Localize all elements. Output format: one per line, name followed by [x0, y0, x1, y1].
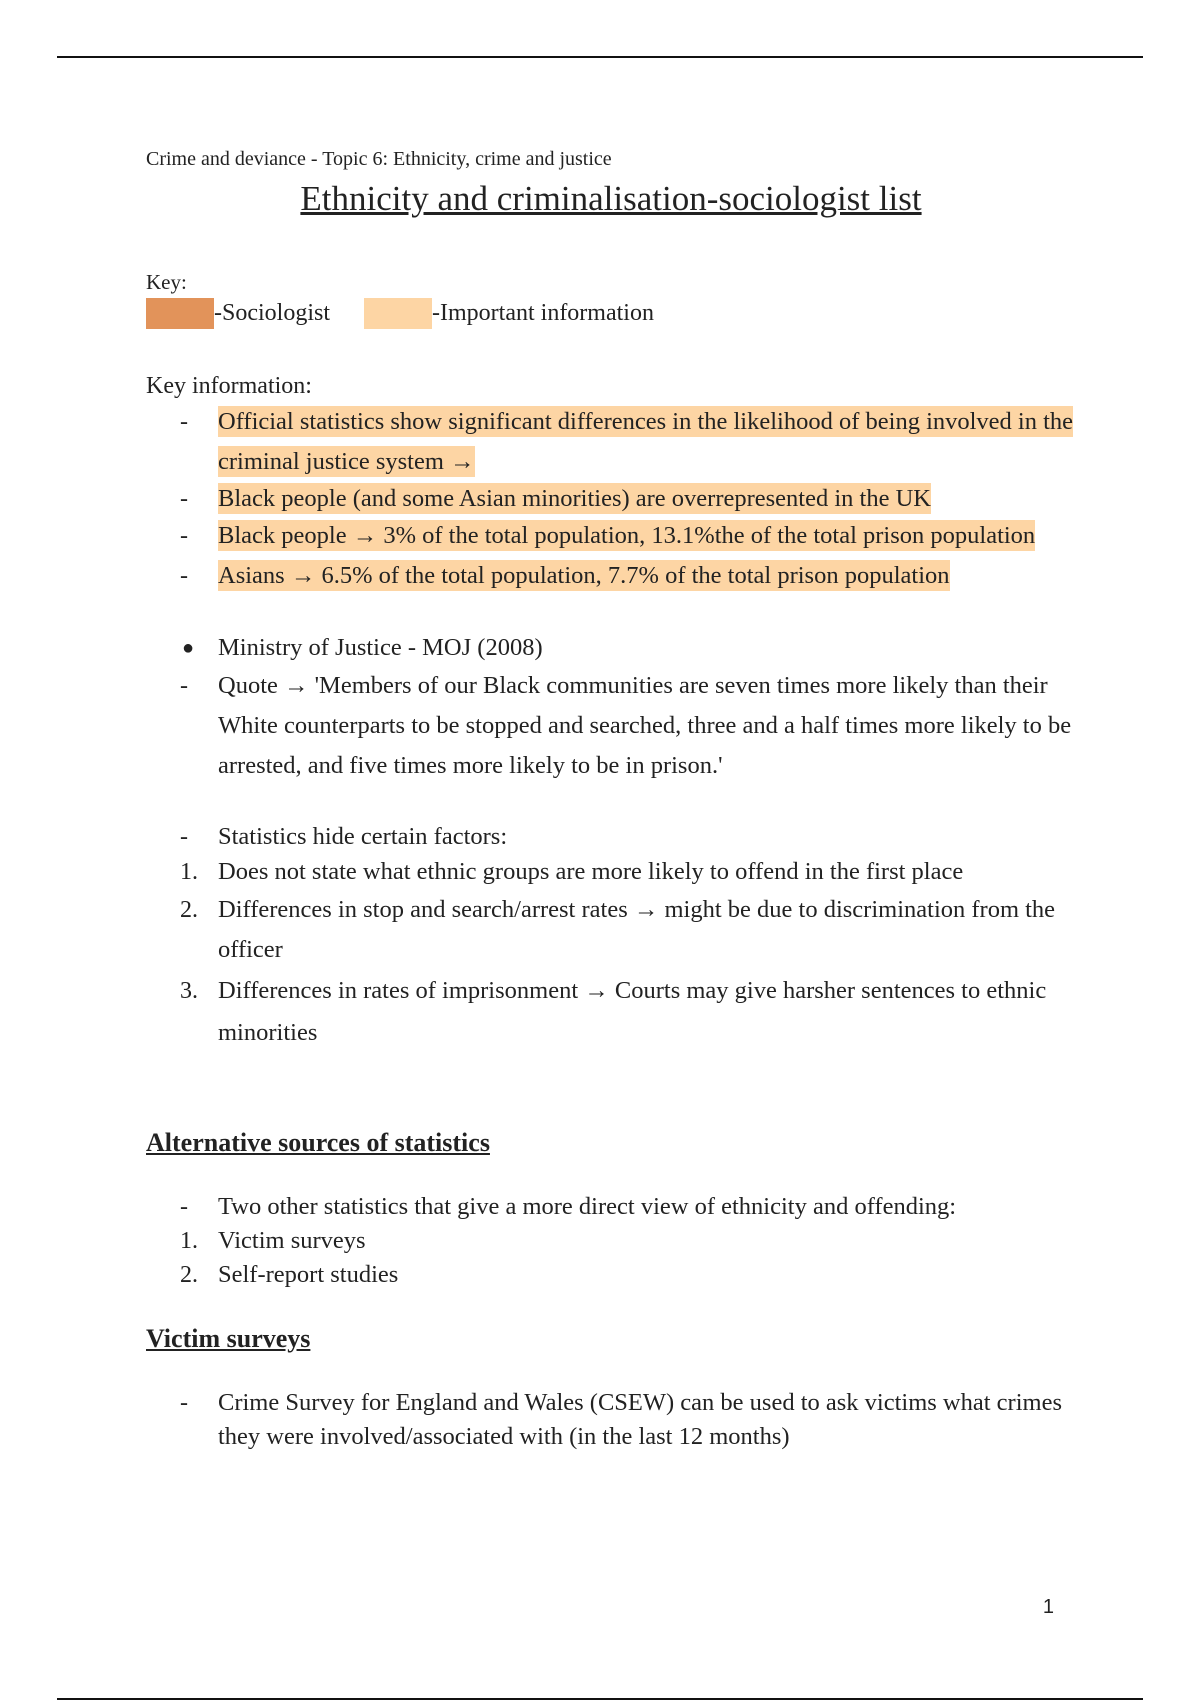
list-item: - Asians → 6.5% of the total population, 7.7% of the total prison population — [180, 562, 950, 589]
key-information-label: Key information: — [146, 373, 312, 399]
moj-quote: Quote → 'Members of our Black communities are seven times more likely than their White counterparts to be stopped and searched, three and a half times more likely to be arrested, and five times more likely to be in prison.' — [218, 672, 1072, 779]
list-item: - Two other statistics that give a more direct view of ethnicity and offending: — [180, 1193, 957, 1220]
sociologist-swatch — [146, 298, 214, 329]
document-title: Ethnicity and criminalisation-sociologist list — [300, 179, 922, 218]
list-item: - Quote → 'Members of our Black communities are seven times more likely than their White counterparts to be stopped and searched, three and a half times more likely to be arrested, and five times more likely to be in prison.' — [180, 672, 1072, 779]
moj-source: Ministry of Justice - MOJ (2008) — [218, 634, 543, 661]
statistics-hide-list — [146, 820, 1076, 1054]
alternative-sources-list — [146, 1190, 1076, 1292]
alternative-sources-heading: Alternative sources of statistics — [146, 1128, 490, 1157]
key-information-list — [146, 402, 1076, 596]
important-legend-label: -Important information — [432, 299, 654, 326]
top-rule — [57, 56, 1143, 58]
page-number: 1 — [1042, 1596, 1054, 1618]
list-item: 3. Differences in rates of imprisonment → Courts may give harsher sentences to ethnic minorities — [180, 977, 1047, 1046]
list-item: - Black people (and some Asian minorities) are overrepresented in the UK — [180, 485, 931, 512]
list-item: - Black people → 3% of the total population, 13.1%the of the total prison population — [180, 522, 1036, 549]
list-item: - Official statistics show significant differences in the likelihood of being involved in the criminal justice system → — [180, 408, 1074, 475]
legend — [146, 296, 1076, 330]
page-content — [146, 140, 1076, 1454]
moj-list — [146, 630, 1076, 786]
victim-surveys-heading: Victim surveys — [146, 1324, 311, 1353]
sociologist-legend-label: -Sociologist — [214, 299, 331, 326]
important-swatch — [364, 298, 432, 329]
list-item: - Crime Survey for England and Wales (CSEW) can be used to ask victims what crimes they were involved/associated with (in the last 12 months) — [180, 1389, 1062, 1450]
victim-surveys-list — [146, 1386, 1076, 1454]
list-item: 1. Victim surveys — [180, 1227, 366, 1254]
topic-line: Crime and deviance - Topic 6: Ethnicity, crime and justice — [146, 148, 612, 170]
list-item: 2. Self-report studies — [180, 1261, 399, 1288]
key-label: Key: — [146, 270, 187, 294]
list-item: 1. Does not state what ethnic groups are more likely to offend in the first place — [180, 858, 964, 885]
list-item: - Statistics hide certain factors: — [180, 823, 508, 850]
list-item: 2. Differences in stop and search/arrest rates → might be due to discrimination from the officer — [180, 896, 1056, 963]
list-item: ● Ministry of Justice - MOJ (2008) — [182, 634, 543, 661]
